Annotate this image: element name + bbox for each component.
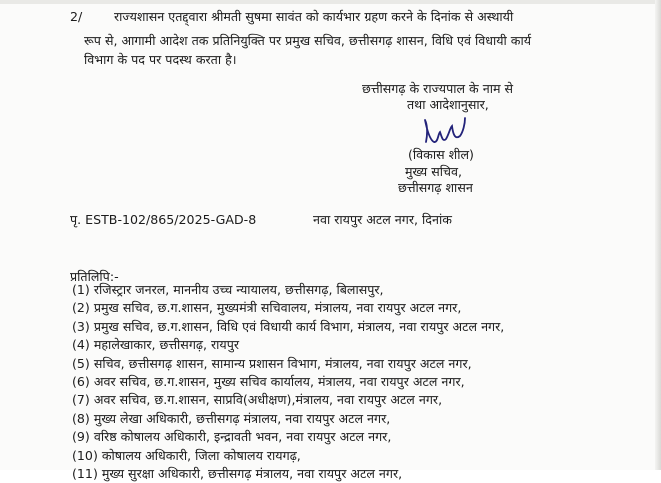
page-edge-top <box>0 0 661 4</box>
signatory-designation: मुख्य सचिव, <box>405 164 462 179</box>
copy-to-item: (3) प्रमुख सचिव, छ.ग.शासन, विधि एवं विधायी कार्य विभाग, मंत्रालय, नवा रायपुर अटल नगर, <box>72 318 505 334</box>
copy-to-item: (7) अवर सचिव, छ.ग.शासन, साप्रवि(अधीक्षण),मंत्रालय, नवा रायपुर अटल नगर, <box>72 392 443 408</box>
copy-to-item: (2) प्रमुख सचिव, छ.ग.शासन, मुख्यमंत्री सचिवालय, मंत्रालय, नवा रायपुर अटल नगर, <box>72 300 462 316</box>
copy-to-heading: प्रतिलिपि:- <box>70 269 119 284</box>
copy-to-item: (11) मुख्य सुरक्षा अधिकारी, छत्तीसगढ़ मंत्रालय, नवा रायपुर अटल नगर, <box>72 466 403 482</box>
signatory-office: छत्तीसगढ़ शासन <box>398 180 473 195</box>
copy-to-item: (9) वरिष्ठ कोषालय अधिकारी, इन्द्रावती भवन, नवा रायपुर अटल नगर, <box>72 429 392 445</box>
paragraph-line-3: विभाग के पद पर पदस्थ करता है। <box>84 52 237 67</box>
page-edge-right <box>655 0 661 470</box>
signatory-name: (विकास शील) <box>408 147 474 162</box>
copy-to-item: (6) अवर सचिव, छ.ग.शासन, मुख्य सचिव कार्यालय, मंत्रालय, नवा रायपुर अटल नगर, <box>72 374 465 390</box>
copy-to-item: (5) सचिव, छत्तीसगढ़ शासन, सामान्य प्रशासन विभाग, मंत्रालय, नवा रायपुर अटल नगर, <box>72 355 472 371</box>
authority-line-1: छत्तीसगढ़ के राज्यपाल के नाम से <box>362 81 514 96</box>
authority-line-2: तथा आदेशानुसार, <box>407 97 489 112</box>
paragraph-line-1: राज्यशासन एतद्द्वारा श्रीमती सुषमा सावंत को कार्यभार ग्रहण करने के दिनांक से अस्थायी <box>114 9 514 24</box>
copy-to-item: (10) कोषालय अधिकारी, जिला कोषालय रायगढ़, <box>72 447 301 463</box>
copy-to-list <box>72 281 504 483</box>
copy-to-item: (1) रजिस्ट्रार जनरल, माननीय उच्च न्यायालय, छत्तीसगढ़, बिलासपुर, <box>72 282 384 297</box>
reference-place-date: नवा रायपुर अटल नगर, दिनांक <box>313 212 452 227</box>
reference-number: पृ. ESTB-102/865/2025-GAD-8 <box>70 212 257 227</box>
copy-to-item: (8) मुख्य लेखा अधिकारी, छत्तीसगढ़ मंत्रालय, नवा रायपुर अटल नगर, <box>72 410 391 426</box>
copy-to-item: (4) महालेखाकार, छत्तीसगढ़, रायपुर <box>72 337 240 353</box>
paragraph-line-2: रूप से, आगामी आदेश तक प्रतिनियुक्ति पर प्रमुख सचिव, छत्तीसगढ़ शासन, विधि एवं विधायी कार्य <box>84 33 532 48</box>
paragraph-number: 2/ <box>70 9 83 24</box>
